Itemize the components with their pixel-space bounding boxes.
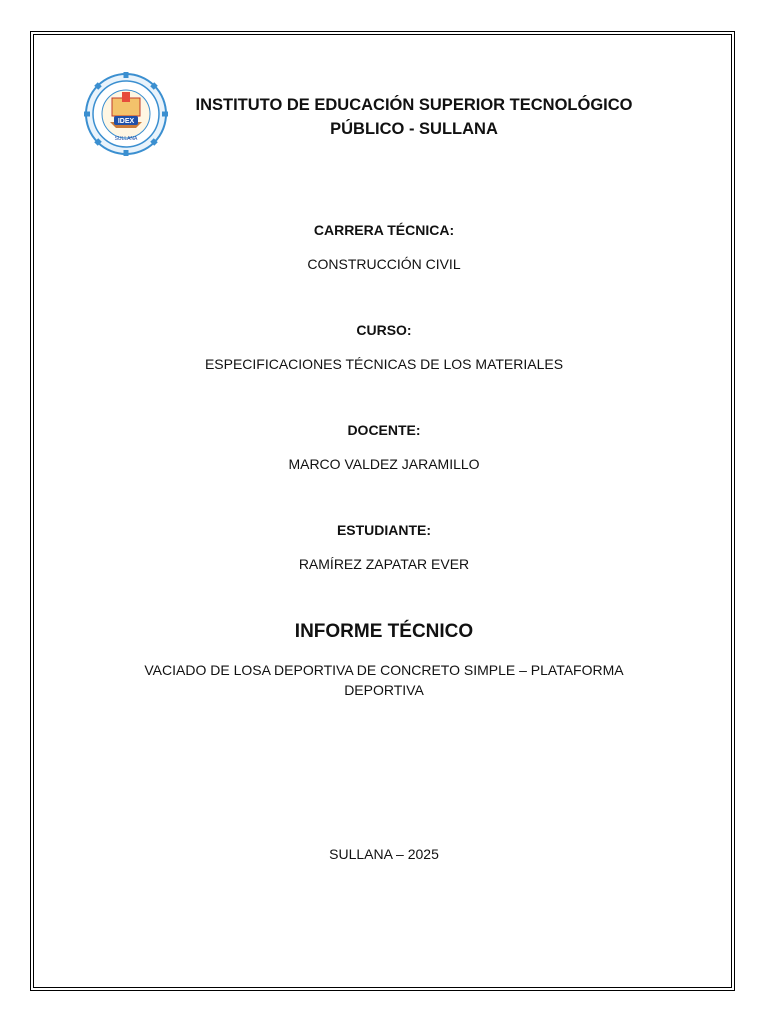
institution-title-line2: PÚBLICO - SULLANA	[330, 120, 498, 138]
report-subtitle-line2: DEPORTIVA	[344, 682, 424, 698]
footer-place-year: SULLANA – 2025	[329, 846, 439, 862]
section-student	[30, 521, 738, 573]
section-label: DOCENTE:	[347, 422, 421, 438]
logo-badge-text: IDEX	[117, 118, 135, 125]
section-label: CARRERA TÉCNICA:	[313, 222, 455, 238]
section-value: MARCO VALDEZ JARAMILLO	[288, 456, 480, 472]
institution-title-line1: INSTITUTO DE EDUCACIÓN SUPERIOR TECNOLÓGICO	[195, 96, 633, 114]
section-value: ESPECIFICACIONES TÉCNICAS DE LOS MATERIALES	[204, 356, 564, 372]
report-subtitle	[110, 660, 658, 700]
institution-seal-logo	[84, 72, 168, 156]
section-value: CONSTRUCCIÓN CIVIL	[307, 256, 461, 272]
section-course	[30, 321, 738, 373]
section-label: ESTUDIANTE:	[336, 522, 432, 538]
section-teacher	[30, 421, 738, 473]
section-career	[30, 221, 738, 273]
report-title: INFORME TÉCNICO	[294, 621, 474, 642]
report-subtitle-line1: VACIADO DE LOSA DEPORTIVA DE CONCRETO SIMPLE – PLATAFORMA	[144, 662, 624, 678]
section-label: CURSO:	[356, 322, 412, 338]
institution-title	[168, 93, 660, 141]
section-value: RAMÍREZ ZAPATAR EVER	[298, 556, 470, 572]
logo-bottom-text: SULLANA	[114, 136, 138, 142]
